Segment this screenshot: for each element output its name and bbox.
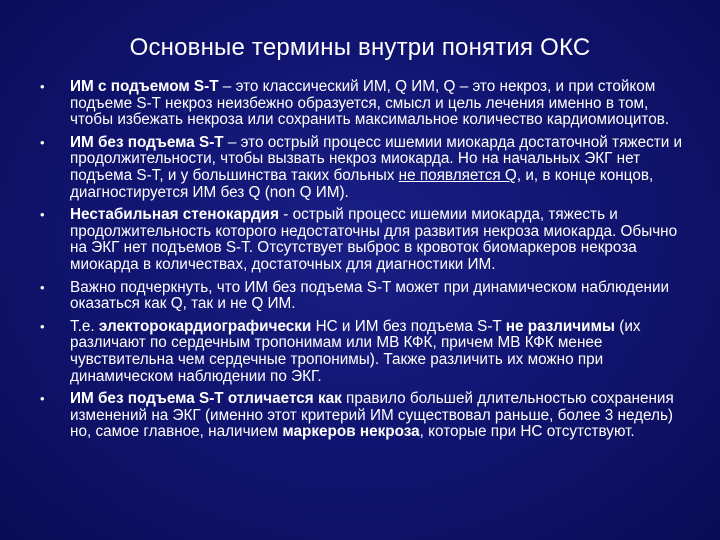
bullet-icon: • <box>40 79 45 94</box>
item-text-segment: Т.е. <box>70 317 99 335</box>
bullet-icon: • <box>40 134 45 150</box>
list-item <box>40 319 690 385</box>
item-text-segment: - острый процесс ишемии миокарда, тяжесть и продолжительность которого недостаточны для развития некроза миокарда. Обычно на ЭКГ нет подъемов S-T. Отсутствует выброс в кровоток биомаркеров некроза миокарда в количествах, достаточных для диагностики ИМ. <box>70 206 678 273</box>
item-text-segment: , которые при НС отсутствуют. <box>419 423 635 441</box>
item-text-segment: – это классический ИМ, Q ИМ, Q – это некроз, и при стойком подъеме S-T некроз неизбежно образуется, смысл и цель лечения именно в том, чтобы избежать некроза или сохранить максимальное количество кардиомиоцитов. <box>70 78 670 129</box>
bullet-icon: • <box>40 318 45 334</box>
item-text-segment: ИМ с подъемом S-T <box>70 78 219 95</box>
item-text-segment: не различимы <box>505 317 615 335</box>
item-text-segment: Нестабильная стенокардия <box>70 206 280 224</box>
item-text-segment: правило большей длительностью сохранения изменений на ЭКГ (именно этот критерий ИМ существовал раньше, более 3 недель) но, самое главное, наличием <box>70 390 674 441</box>
bullet-icon: • <box>40 207 45 223</box>
list-item <box>40 135 690 201</box>
list-item <box>40 280 690 313</box>
bullet-icon: • <box>40 279 45 295</box>
list-item <box>40 207 690 273</box>
item-text-segment: Важно подчеркнуть, что ИМ без подъема S-T может при динамическом наблюдении оказаться как Q, так и не Q ИМ. <box>70 278 670 313</box>
item-text-segment: ИМ без подъема S-T <box>70 133 224 151</box>
item-text-segment: и, в конце концов, диагностируется ИМ без Q (non Q ИМ). <box>70 166 654 201</box>
list-item <box>40 79 690 129</box>
item-text-segment: (их различают по сердечным тропонимам или МВ КФК, причем МВ КФК менее чувствительна чем сердечные тропонимы). Также различить их можно при динамическом наблюдении по ЭКГ. <box>70 317 641 385</box>
item-text-segment: маркеров некроза <box>282 423 420 441</box>
item-text-segment: электорокардиографически <box>98 317 312 335</box>
item-text-segment: – это острый процесс ишемии миокарда достаточной тяжести и продолжительности, чтобы вызвать некроз миокарда. Но на начальных ЭКГ нет подъема S-T, и у большинства таких больных <box>70 133 683 184</box>
slide-title: Основные термины внутри понятия ОКС <box>129 34 591 61</box>
list-item <box>40 391 690 441</box>
term-list <box>40 79 690 441</box>
item-text-segment: ИМ без подъема S-T отличается как <box>70 390 342 408</box>
item-text-segment: не появляется Q, <box>398 166 522 184</box>
bullet-icon: • <box>40 391 45 407</box>
item-text-segment: НС и ИМ без подъема S-T <box>311 317 506 335</box>
